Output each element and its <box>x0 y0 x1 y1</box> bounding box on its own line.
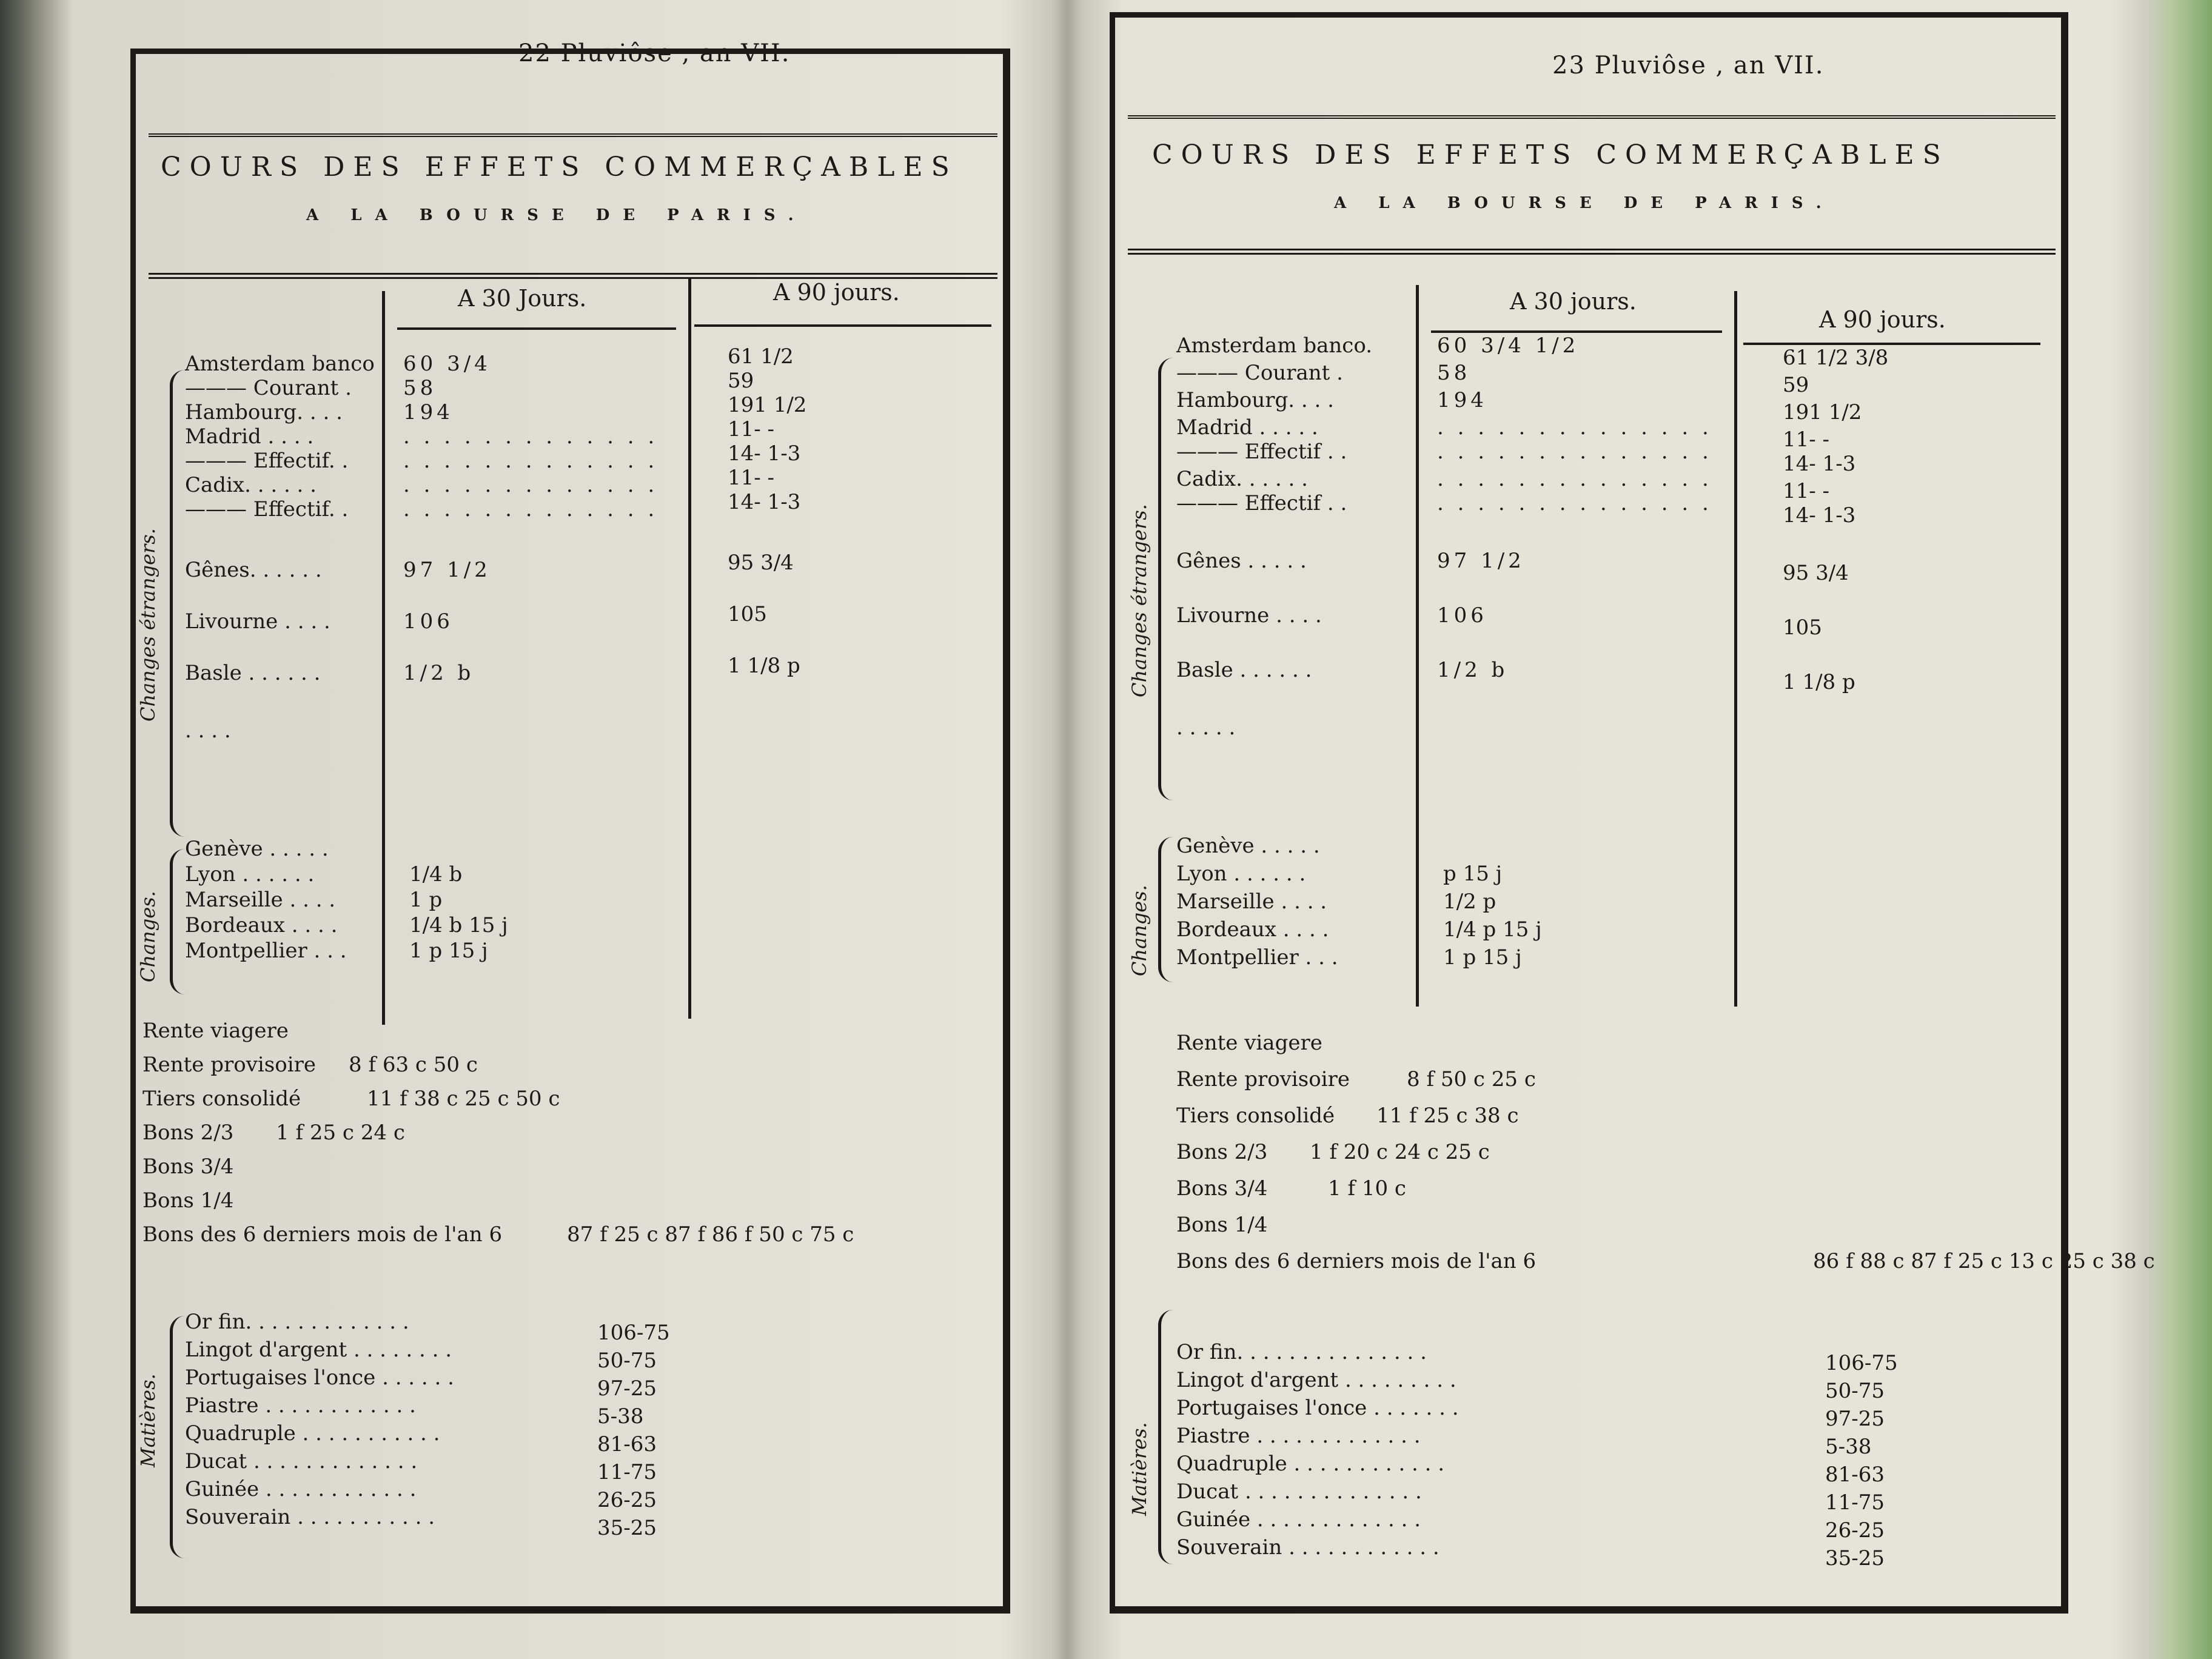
domestic-label: Bordeaux . . . . <box>1176 917 1329 942</box>
rente-value: 1 f 25 c 24 c <box>276 1121 405 1145</box>
value-90-days: 1 1/8 p <box>1783 670 1855 694</box>
value-30-days: 1/2 b <box>403 661 475 685</box>
page-title: COURS DES EFFETS COMMERÇABLES <box>161 152 958 183</box>
exchange-label: Hambourg. . . . <box>185 400 343 424</box>
exchange-label: Madrid . . . . . <box>1176 415 1318 440</box>
section-label: Changes étrangers. <box>136 528 159 722</box>
column-divider <box>688 279 691 1019</box>
value-30-days: 106 <box>403 609 454 634</box>
page-date: 22 Pluviôse , an VII. <box>518 39 791 67</box>
matiere-label: Or fin. . . . . . . . . . . . . <box>185 1310 409 1334</box>
col-header-rule <box>1743 343 2040 345</box>
value-90-days: 105 <box>1783 615 1822 640</box>
exchange-label: ——— Effectif . . <box>1176 440 1347 464</box>
rente-label: Bons 3/4 <box>1176 1176 1268 1201</box>
exchange-label: ——— Effectif. . <box>185 449 349 473</box>
matiere-value: 5-38 <box>597 1404 644 1429</box>
value-90-days: 191 1/2 <box>728 393 807 417</box>
value-90-days: 61 1/2 <box>728 344 794 369</box>
value-30-days: 1/4 b <box>409 862 463 886</box>
brace <box>1158 837 1173 982</box>
domestic-label: Montpellier . . . <box>1176 945 1338 970</box>
value-30-days: 60 3/4 <box>403 352 491 376</box>
value-30-days: . . . . . . . . . . . . . . <box>1437 440 1712 464</box>
exchange-label: Amsterdam banco. <box>1176 333 1373 358</box>
matiere-value: 97-25 <box>597 1376 657 1401</box>
value-90-days: 1 1/8 p <box>728 654 800 678</box>
exchange-label: ——— Courant . <box>185 376 352 400</box>
brace <box>170 849 185 994</box>
matiere-value: 26-25 <box>1825 1518 1885 1543</box>
rente-label: Bons 3/4 <box>142 1155 234 1179</box>
exchange-label: Gênes. . . . . . <box>185 558 322 582</box>
section-label: Matières. <box>1128 1422 1151 1516</box>
rente-value: 87 f 25 c 87 f 86 f 50 c 75 c <box>567 1222 854 1247</box>
col-header-30: A 30 jours. <box>1510 288 1637 315</box>
exchange-label: ——— Effectif. . <box>185 497 349 521</box>
rente-label: Bons des 6 derniers mois de l'an 6 <box>142 1222 503 1247</box>
brace <box>1158 358 1173 800</box>
domestic-label: Genève . . . . . <box>185 837 329 861</box>
value-90-days: 11- - <box>1783 427 1830 452</box>
value-90-days: 61 1/2 3/8 <box>1783 346 1889 370</box>
matiere-value: 81-63 <box>1825 1463 1885 1487</box>
brace <box>170 370 185 837</box>
left-page <box>130 24 1016 1631</box>
page-subtitle: A LA BOURSE DE PARIS. <box>306 206 807 224</box>
domestic-label: Genève . . . . . <box>1176 834 1320 858</box>
value-90-days: 105 <box>728 602 767 626</box>
value-30-days: 97 1/2 <box>403 558 491 582</box>
value-90-days: 14- 1-3 <box>1783 452 1856 476</box>
brace <box>170 1316 185 1558</box>
value-30-days: 194 <box>403 400 454 424</box>
col-header-30: A 30 Jours. <box>458 285 587 312</box>
exchange-label: . . . . <box>185 719 231 743</box>
exchange-label: Livourne . . . . <box>185 609 330 634</box>
exchange-label: ——— Effectif . . <box>1176 491 1347 515</box>
value-90-days: 14- 1-3 <box>728 490 801 514</box>
value-90-days: 14- 1-3 <box>1783 503 1856 528</box>
matiere-label: Guinée . . . . . . . . . . . . <box>185 1477 417 1501</box>
exchange-label: Basle . . . . . . <box>185 661 321 685</box>
value-30-days: p 15 j <box>1443 862 1503 886</box>
rente-label: Tiers consolidé <box>1176 1104 1335 1128</box>
rente-value: 86 f 88 c 87 f 25 c 13 c 25 c 38 c <box>1813 1249 2155 1273</box>
col-header-rule <box>694 324 991 327</box>
matiere-value: 35-25 <box>597 1516 657 1540</box>
title-rule-top <box>149 133 997 137</box>
rente-value: 1 f 20 c 24 c 25 c <box>1310 1140 1490 1164</box>
rente-label: Bons 2/3 <box>142 1121 234 1145</box>
matiere-value: 11-75 <box>1825 1490 1885 1515</box>
matiere-label: Lingot d'argent . . . . . . . . <box>185 1338 452 1362</box>
value-30-days: . . . . . . . . . . . . . <box>403 473 659 497</box>
exchange-label: Amsterdam banco <box>185 352 375 376</box>
matiere-value: 11-75 <box>597 1460 657 1484</box>
title-rule-bottom <box>1128 249 2056 255</box>
rente-label: Bons 1/4 <box>1176 1213 1268 1237</box>
domestic-label: Montpellier . . . <box>185 939 347 963</box>
matiere-label: Portugaises l'once . . . . . . <box>185 1366 454 1390</box>
exchange-label: Gênes . . . . . <box>1176 549 1307 573</box>
matiere-label: Piastre . . . . . . . . . . . . . <box>1176 1424 1421 1448</box>
exchange-label: . . . . . <box>1176 716 1236 740</box>
value-30-days: 58 <box>1437 361 1471 385</box>
value-30-days: 1 p <box>409 888 443 912</box>
matiere-value: 81-63 <box>597 1432 657 1456</box>
value-30-days: . . . . . . . . . . . . . . <box>1437 415 1712 440</box>
matiere-label: Guinée . . . . . . . . . . . . . <box>1176 1507 1421 1532</box>
domestic-label: Lyon . . . . . . <box>1176 862 1306 886</box>
matiere-label: Lingot d'argent . . . . . . . . . <box>1176 1368 1456 1392</box>
value-30-days: 1/4 b 15 j <box>409 913 508 937</box>
value-90-days: 11- - <box>728 466 775 490</box>
value-90-days: 11- - <box>728 417 775 441</box>
value-30-days: . . . . . . . . . . . . . . <box>1437 491 1712 515</box>
matiere-value: 50-75 <box>597 1349 657 1373</box>
rente-value: 11 f 25 c 38 c <box>1376 1104 1519 1128</box>
rente-label: Rente provisoire <box>1176 1067 1350 1091</box>
matiere-value: 97-25 <box>1825 1407 1885 1431</box>
matiere-value: 26-25 <box>597 1488 657 1512</box>
matiere-label: Or fin. . . . . . . . . . . . . . . <box>1176 1340 1427 1364</box>
value-30-days: 1/2 b <box>1437 658 1509 682</box>
column-divider <box>1416 285 1419 1007</box>
page-subtitle: A LA BOURSE DE PARIS. <box>1334 194 1835 212</box>
matiere-value: 106-75 <box>597 1321 670 1345</box>
value-30-days: 1/2 p <box>1443 890 1496 914</box>
value-90-days: 11- - <box>1783 479 1830 503</box>
domestic-label: Lyon . . . . . . <box>185 862 315 886</box>
matiere-label: Ducat . . . . . . . . . . . . . . <box>1176 1480 1422 1504</box>
domestic-label: Bordeaux . . . . <box>185 913 338 937</box>
value-30-days: . . . . . . . . . . . . . . <box>1437 467 1712 491</box>
section-label: Changes. <box>136 891 159 982</box>
value-30-days: 1 p 15 j <box>409 939 488 963</box>
rente-value: 8 f 50 c 25 c <box>1407 1067 1536 1091</box>
exchange-label: Hambourg. . . . <box>1176 388 1334 412</box>
section-label: Changes. <box>1128 885 1151 976</box>
value-90-days: 95 3/4 <box>1783 561 1849 585</box>
brace <box>1158 1310 1173 1564</box>
exchange-label: Cadix. . . . . . <box>185 473 317 497</box>
rente-label: Rente viagere <box>142 1019 289 1043</box>
value-30-days: 60 3/4 1/2 <box>1437 333 1580 358</box>
title-rule-top <box>1128 115 2056 119</box>
value-30-days: . . . . . . . . . . . . . <box>403 424 659 449</box>
matiere-label: Quadruple . . . . . . . . . . . . <box>1176 1452 1445 1476</box>
domestic-label: Marseille . . . . <box>1176 890 1327 914</box>
value-90-days: 95 3/4 <box>728 551 794 575</box>
matiere-value: 35-25 <box>1825 1546 1885 1570</box>
page-title: COURS DES EFFETS COMMERÇABLES <box>1152 139 1949 170</box>
right-page <box>1110 0 2155 1625</box>
matiere-label: Portugaises l'once . . . . . . . <box>1176 1396 1459 1420</box>
matiere-label: Souverain . . . . . . . . . . . <box>185 1505 435 1529</box>
col-header-rule <box>1431 330 1722 333</box>
col-header-rule <box>397 327 676 330</box>
page-date: 23 Pluviôse , an VII. <box>1552 52 1825 79</box>
rente-label: Tiers consolidé <box>142 1087 301 1111</box>
rente-value: 8 f 63 c 50 c <box>349 1053 478 1077</box>
domestic-label: Marseille . . . . <box>185 888 336 912</box>
rente-label: Rente viagere <box>1176 1031 1322 1055</box>
rente-label: Bons 1/4 <box>142 1188 234 1213</box>
exchange-label: Madrid . . . . <box>185 424 314 449</box>
value-90-days: 59 <box>1783 373 1809 397</box>
col-header-90: A 90 jours. <box>1819 306 1946 333</box>
value-30-days: 1 p 15 j <box>1443 945 1522 970</box>
rente-label: Bons des 6 derniers mois de l'an 6 <box>1176 1249 1537 1273</box>
value-30-days: 97 1/2 <box>1437 549 1525 573</box>
rente-value: 1 f 10 c <box>1328 1176 1406 1201</box>
value-30-days: 1/4 p 15 j <box>1443 917 1542 942</box>
value-30-days: . . . . . . . . . . . . . <box>403 497 659 521</box>
value-90-days: 14- 1-3 <box>728 441 801 466</box>
matiere-label: Souverain . . . . . . . . . . . . <box>1176 1535 1439 1560</box>
rente-label: Bons 2/3 <box>1176 1140 1268 1164</box>
value-30-days: . . . . . . . . . . . . . <box>403 449 659 473</box>
value-30-days: 58 <box>403 376 437 400</box>
section-label: Matières. <box>136 1373 159 1467</box>
value-90-days: 59 <box>728 369 754 393</box>
title-rule-bottom <box>149 273 997 279</box>
value-90-days: 191 1/2 <box>1783 400 1862 424</box>
col-header-90: A 90 jours. <box>773 279 900 306</box>
matiere-value: 106-75 <box>1825 1351 1898 1375</box>
exchange-label: Cadix. . . . . . <box>1176 467 1308 491</box>
value-30-days: 106 <box>1437 603 1487 628</box>
value-30-days: 194 <box>1437 388 1487 412</box>
rente-value: 11 f 38 c 25 c 50 c <box>367 1087 560 1111</box>
column-divider <box>382 291 385 1025</box>
exchange-label: Basle . . . . . . <box>1176 658 1312 682</box>
rente-label: Rente provisoire <box>142 1053 316 1077</box>
matiere-value: 5-38 <box>1825 1435 1872 1459</box>
exchange-label: ——— Courant . <box>1176 361 1343 385</box>
column-divider <box>1734 291 1737 1007</box>
exchange-label: Livourne . . . . <box>1176 603 1322 628</box>
matiere-label: Piastre . . . . . . . . . . . . <box>185 1393 416 1418</box>
matiere-value: 50-75 <box>1825 1379 1885 1403</box>
section-label: Changes étrangers. <box>1128 504 1151 697</box>
matiere-label: Ducat . . . . . . . . . . . . . <box>185 1449 418 1473</box>
matiere-label: Quadruple . . . . . . . . . . . <box>185 1421 440 1446</box>
